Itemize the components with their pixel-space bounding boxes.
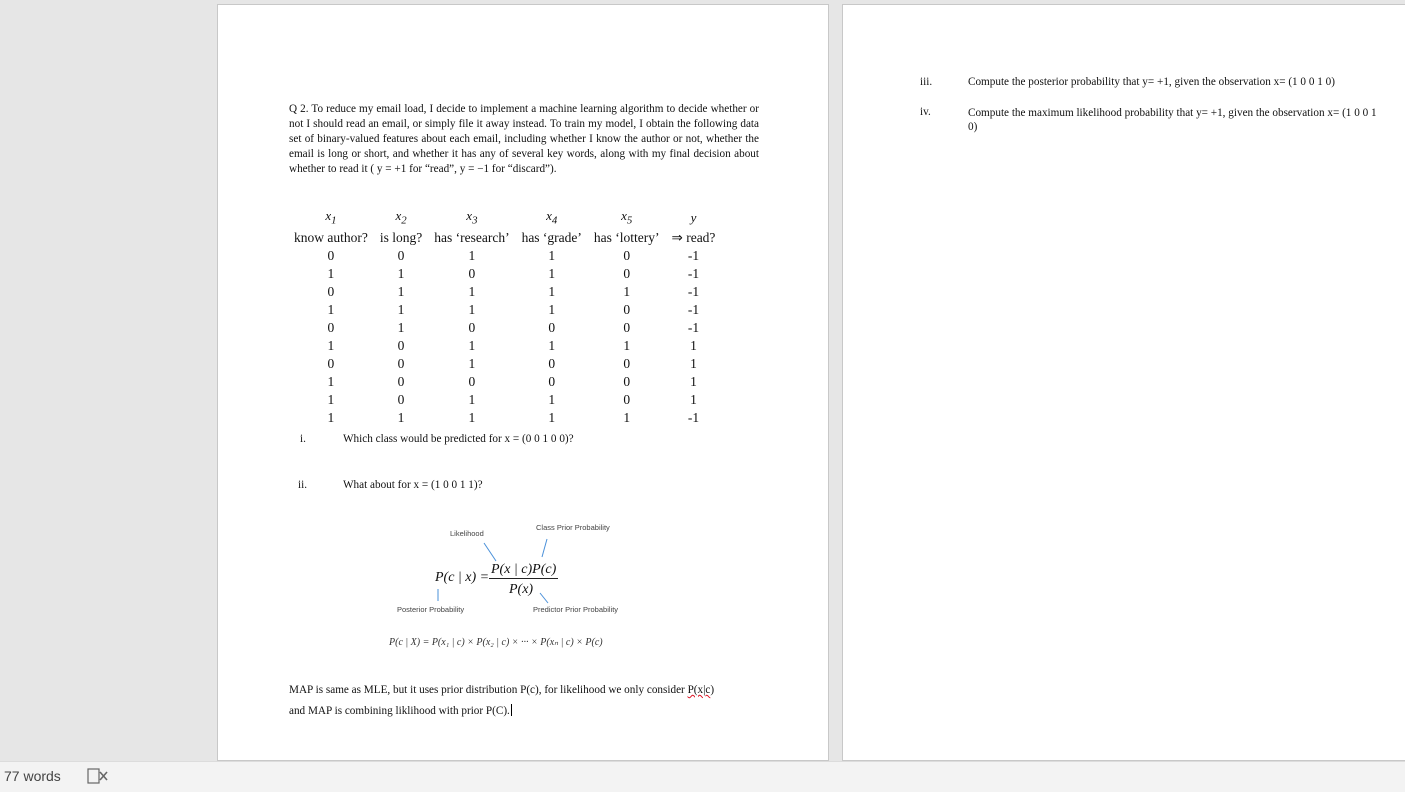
proofing-icon[interactable]: [87, 767, 109, 785]
table-cell: 1: [468, 247, 476, 263]
header-read: ⇒ read?: [671, 229, 716, 245]
table-cell: 1: [327, 265, 335, 281]
table-cell: 1: [327, 409, 335, 425]
table-cell: 1: [690, 355, 697, 371]
table-cell: 1: [548, 391, 556, 407]
table-row: [288, 247, 721, 265]
table-cell: 1: [623, 283, 631, 299]
table-cell: 0: [623, 301, 631, 317]
question-iii-number: iii.: [920, 76, 933, 88]
table-cell: 0: [548, 355, 556, 371]
var-y: y: [690, 210, 697, 226]
question-i-text: Which class would be predicted for x = (0 0 1 0 0)?: [343, 433, 574, 445]
table-row: [288, 337, 721, 355]
table-cell: 1: [548, 337, 556, 353]
bayes-numerator: P(x | c)P(c): [491, 562, 557, 577]
header-row: [288, 229, 721, 247]
table-cell: 0: [468, 319, 476, 335]
table-cell: -1: [687, 283, 700, 299]
table-row: [288, 373, 721, 391]
table-cell: 0: [327, 355, 335, 371]
bayes-lhs: P(c | x) =: [435, 570, 490, 585]
header-has-grade: has ‘grade’: [521, 229, 582, 245]
var-x2: $x_2$: [395, 208, 407, 227]
question-ii-number: ii.: [298, 479, 308, 491]
header-is-long: is long?: [379, 229, 423, 245]
document-page-2[interactable]: [842, 4, 1405, 761]
feature-table: [288, 208, 721, 427]
table-cell: 1: [397, 283, 405, 299]
document-page-1[interactable]: [217, 4, 829, 761]
table-cell: 1: [468, 391, 476, 407]
table-cell: 1: [397, 409, 405, 425]
table-cell: 1: [327, 373, 335, 389]
table-cell: 1: [468, 337, 476, 353]
question-ii-text: What about for x = (1 0 0 1 1)?: [343, 479, 483, 491]
table-cell: 0: [327, 283, 335, 299]
table-cell: 1: [690, 337, 697, 353]
table-cell: 0: [397, 391, 405, 407]
var-x1: $x_1$: [325, 208, 337, 227]
notes-line-1[interactable]: MAP is same as MLE, but it uses prior distribution P(c), for likelihood we only consider P(x|c): [289, 684, 715, 696]
question-intro: Q 2. To reduce my email load, I decide to implement a machine learning algorithm to decide whether or not I should read an email, or simply file it away instead. To train my model, I obtain the following data set of binary-valued features about each email, including whether I know the author or not, whether the email is long or short, and whether it has any of several key words, along with my final decision about whether to read it ( y = +1 for “read”, y = −1 for “discard”).: [289, 103, 759, 175]
predictor-prior-label: Predictor Prior Probability: [533, 605, 619, 614]
word-count[interactable]: 77 words: [4, 768, 61, 784]
var-x5: $x_5$: [621, 208, 633, 227]
question-iii-text: Compute the posterior probability that y= +1, given the observation x= (1 0 0 1 0): [968, 76, 1335, 88]
var-x3: $x_3$: [466, 208, 478, 227]
posterior-label: Posterior Probability: [397, 605, 465, 614]
bayes-denominator: P(x): [509, 582, 534, 597]
table-cell: 1: [468, 283, 476, 299]
table-cell: 1: [397, 301, 405, 317]
table-cell: 1: [548, 265, 556, 281]
table-row: [288, 265, 721, 283]
spellcheck-flag[interactable]: P(x|c: [687, 684, 711, 696]
naive-bayes-formula: P(c | X) = P(x₁ | c) × P(x₂ | c) × ··· × P(xₙ | c) × P(c): [389, 637, 603, 648]
table-cell: 0: [623, 265, 631, 281]
table-cell: 0: [397, 337, 405, 353]
var-x4: $x_4$: [546, 208, 558, 227]
table-row: [288, 409, 721, 427]
table-cell: 1: [397, 319, 405, 335]
text-cursor: [511, 704, 512, 716]
table-cell: 0: [397, 355, 405, 371]
question-i-number: i.: [300, 433, 306, 445]
table-cell: 1: [548, 247, 556, 263]
table-cell: 0: [623, 391, 631, 407]
table-cell: 0: [623, 319, 631, 335]
table-cell: -1: [687, 301, 700, 317]
table-body: [288, 247, 721, 427]
table-cell: 0: [327, 247, 335, 263]
table-cell: 0: [397, 247, 405, 263]
table-cell: 0: [623, 373, 631, 389]
table-cell: 1: [397, 265, 405, 281]
table-cell: 1: [468, 301, 476, 317]
header-know-author: know author?: [294, 229, 368, 245]
table-cell: 1: [468, 355, 476, 371]
table-cell: 1: [468, 409, 476, 425]
table-cell: 0: [397, 373, 405, 389]
likelihood-label: Likelihood: [450, 529, 484, 538]
class-prior-label: Class Prior Probability: [536, 523, 610, 532]
var-row: [288, 208, 721, 229]
table-cell: -1: [687, 319, 700, 335]
status-bar: [0, 761, 1405, 792]
table-cell: 1: [548, 301, 556, 317]
table-cell: 1: [327, 301, 335, 317]
table-row: [288, 391, 721, 409]
table-cell: 1: [327, 337, 335, 353]
table-cell: 0: [623, 355, 631, 371]
table-cell: -1: [687, 409, 700, 425]
table-row: [288, 301, 721, 319]
table-cell: 0: [468, 373, 476, 389]
table-cell: 1: [690, 373, 697, 389]
header-has-research: has ‘research’: [434, 229, 510, 245]
question-iv-number: iv.: [920, 106, 931, 118]
table-cell: 1: [690, 391, 697, 407]
table-cell: -1: [687, 265, 700, 281]
table-cell: 0: [623, 247, 631, 263]
table-cell: 1: [548, 283, 556, 299]
question-iv-text: Compute the maximum likelihood probability that y= +1, given the observation x= (1 0 0 1 0): [968, 107, 1377, 133]
header-has-lottery: has ‘lottery’: [593, 229, 660, 245]
table-row: [288, 283, 721, 301]
table-cell: 0: [327, 319, 335, 335]
table-cell: -1: [687, 247, 700, 263]
table-row: [288, 355, 721, 373]
table-row: [288, 319, 721, 337]
table-cell: 0: [548, 319, 556, 335]
table-cell: 1: [623, 409, 631, 425]
table-cell: 1: [623, 337, 631, 353]
notes-line-2[interactable]: and MAP is combining liklihood with prior P(C).: [289, 705, 510, 717]
table-cell: 0: [548, 373, 556, 389]
table-cell: 1: [327, 391, 335, 407]
table-cell: 1: [548, 409, 556, 425]
table-cell: 0: [468, 265, 476, 281]
